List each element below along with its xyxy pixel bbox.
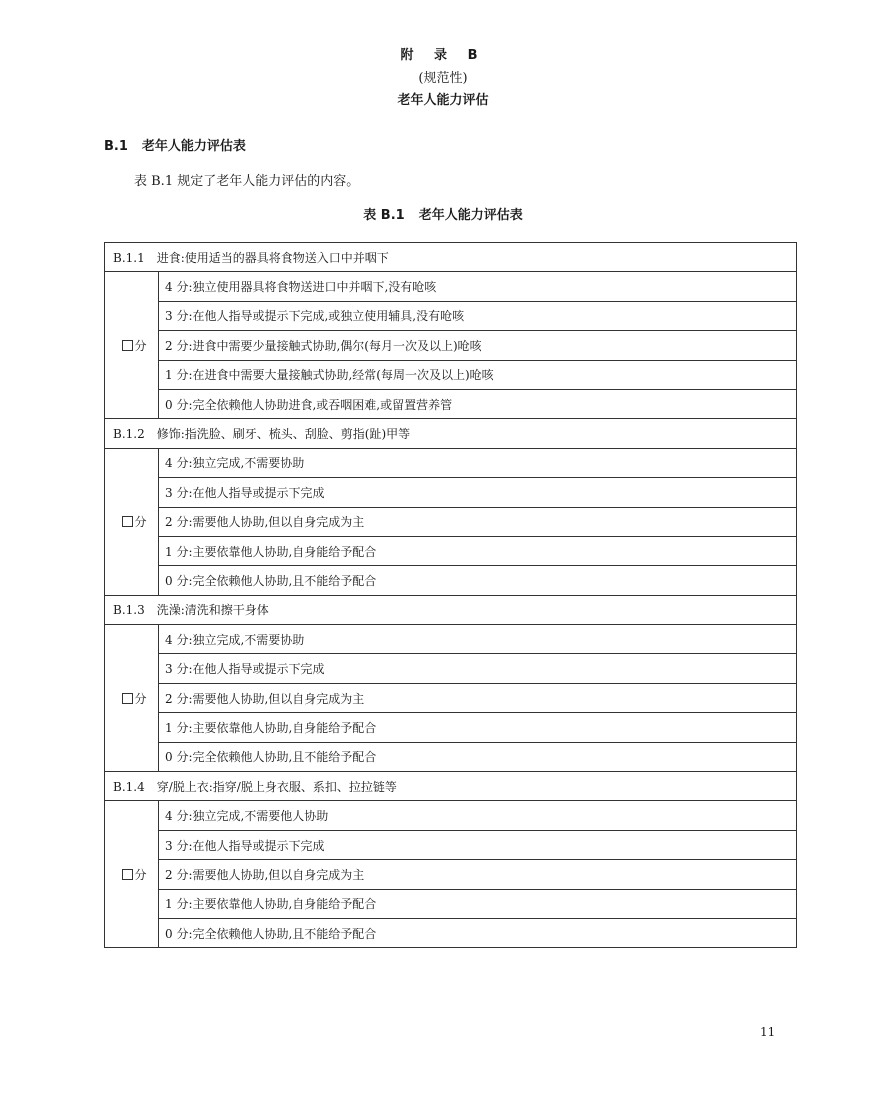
item-header-row <box>105 595 797 624</box>
option-row <box>105 301 797 330</box>
score-cell[interactable] <box>105 448 159 595</box>
table-caption-number: 表 B.1 <box>363 208 405 223</box>
option-cell: 0 分:完全依赖他人协助进食,或吞咽困难,或留置营养管 <box>159 389 797 418</box>
normative-label: (规范性) <box>418 71 468 86</box>
option-cell: 4 分:独立完成,不需要协助 <box>159 448 797 477</box>
intro-paragraph: 表 B.1 规定了老年人能力评估的内容。 <box>134 174 360 189</box>
score-label: 分 <box>134 338 147 353</box>
option-cell: 3 分:在他人指导或提示下完成,或独立使用辅具,没有呛咳 <box>159 301 797 330</box>
appendix-title: 老年人能力评估 <box>397 93 489 108</box>
option-cell: 1 分:主要依靠他人协助,自身能给予配合 <box>159 536 797 565</box>
option-cell: 0 分:完全依赖他人协助,且不能给予配合 <box>159 566 797 595</box>
option-row <box>105 713 797 742</box>
option-cell: 1 分:在进食中需要大量接触式协助,经常(每周一次及以上)呛咳 <box>159 360 797 389</box>
item-code: B.1.1 <box>113 250 145 265</box>
item-label: 洗澡:清洗和擦干身体 <box>156 603 269 618</box>
option-row <box>105 683 797 712</box>
option-cell: 3 分:在他人指导或提示下完成 <box>159 478 797 507</box>
option-row <box>105 478 797 507</box>
item-header-row <box>105 419 797 448</box>
option-cell: 2 分:需要他人协助,但以自身完成为主 <box>159 860 797 889</box>
option-row <box>105 272 797 301</box>
option-row <box>105 742 797 771</box>
score-cell[interactable] <box>105 625 159 772</box>
option-row <box>105 654 797 683</box>
option-row <box>105 625 797 654</box>
option-row <box>105 448 797 477</box>
option-cell: 0 分:完全依赖他人协助,且不能给予配合 <box>159 918 797 947</box>
item-code: B.1.3 <box>113 603 145 618</box>
option-cell: 2 分:需要他人协助,但以自身完成为主 <box>159 507 797 536</box>
item-header-cell <box>105 595 797 624</box>
item-header-cell <box>105 243 797 272</box>
option-row <box>105 860 797 889</box>
option-row <box>105 889 797 918</box>
score-cell[interactable] <box>105 801 159 948</box>
option-cell: 4 分:独立使用器具将食物送进口中并咽下,没有呛咳 <box>159 272 797 301</box>
item-code: B.1.4 <box>113 779 145 794</box>
option-cell: 2 分:进食中需要少量接触式协助,偶尔(每月一次及以上)呛咳 <box>159 331 797 360</box>
option-cell: 3 分:在他人指导或提示下完成 <box>159 654 797 683</box>
table-caption <box>0 209 886 222</box>
item-header-row <box>105 772 797 801</box>
checkbox-icon[interactable] <box>122 340 133 351</box>
option-row <box>105 566 797 595</box>
score-cell[interactable] <box>105 272 159 419</box>
option-cell: 4 分:独立完成,不需要他人协助 <box>159 801 797 830</box>
item-label: 进食:使用适当的器具将食物送入口中并咽下 <box>156 250 389 265</box>
option-row <box>105 801 797 830</box>
appendix-heading: 附 录 B <box>400 48 486 63</box>
section-number: B.1 <box>104 139 128 154</box>
option-cell: 1 分:主要依靠他人协助,自身能给予配合 <box>159 713 797 742</box>
option-cell: 4 分:独立完成,不需要协助 <box>159 625 797 654</box>
table-caption-title: 老年人能力评估表 <box>418 208 523 223</box>
option-row <box>105 507 797 536</box>
assessment-table <box>104 242 797 948</box>
score-label: 分 <box>134 691 147 706</box>
page-number: 11 <box>760 1025 776 1039</box>
option-row <box>105 331 797 360</box>
checkbox-icon[interactable] <box>122 693 133 704</box>
section-title-text: 老年人能力评估表 <box>141 139 246 154</box>
item-header-cell <box>105 419 797 448</box>
item-header-row <box>105 243 797 272</box>
checkbox-icon[interactable] <box>122 516 133 527</box>
option-row <box>105 830 797 859</box>
option-cell: 1 分:主要依靠他人协助,自身能给予配合 <box>159 889 797 918</box>
option-cell: 2 分:需要他人协助,但以自身完成为主 <box>159 683 797 712</box>
option-row <box>105 918 797 947</box>
option-row <box>105 360 797 389</box>
section-title <box>104 140 246 153</box>
option-cell: 3 分:在他人指导或提示下完成 <box>159 830 797 859</box>
checkbox-icon[interactable] <box>122 869 133 880</box>
item-label: 穿/脱上衣:指穿/脱上身衣服、系扣、拉拉链等 <box>156 779 397 794</box>
item-header-cell <box>105 772 797 801</box>
score-label: 分 <box>134 515 147 530</box>
option-row <box>105 536 797 565</box>
score-label: 分 <box>134 867 147 882</box>
item-label: 修饰:指洗脸、刷牙、梳头、刮脸、剪指(趾)甲等 <box>156 427 411 442</box>
option-row <box>105 389 797 418</box>
item-code: B.1.2 <box>113 427 145 442</box>
option-cell: 0 分:完全依赖他人协助,且不能给予配合 <box>159 742 797 771</box>
